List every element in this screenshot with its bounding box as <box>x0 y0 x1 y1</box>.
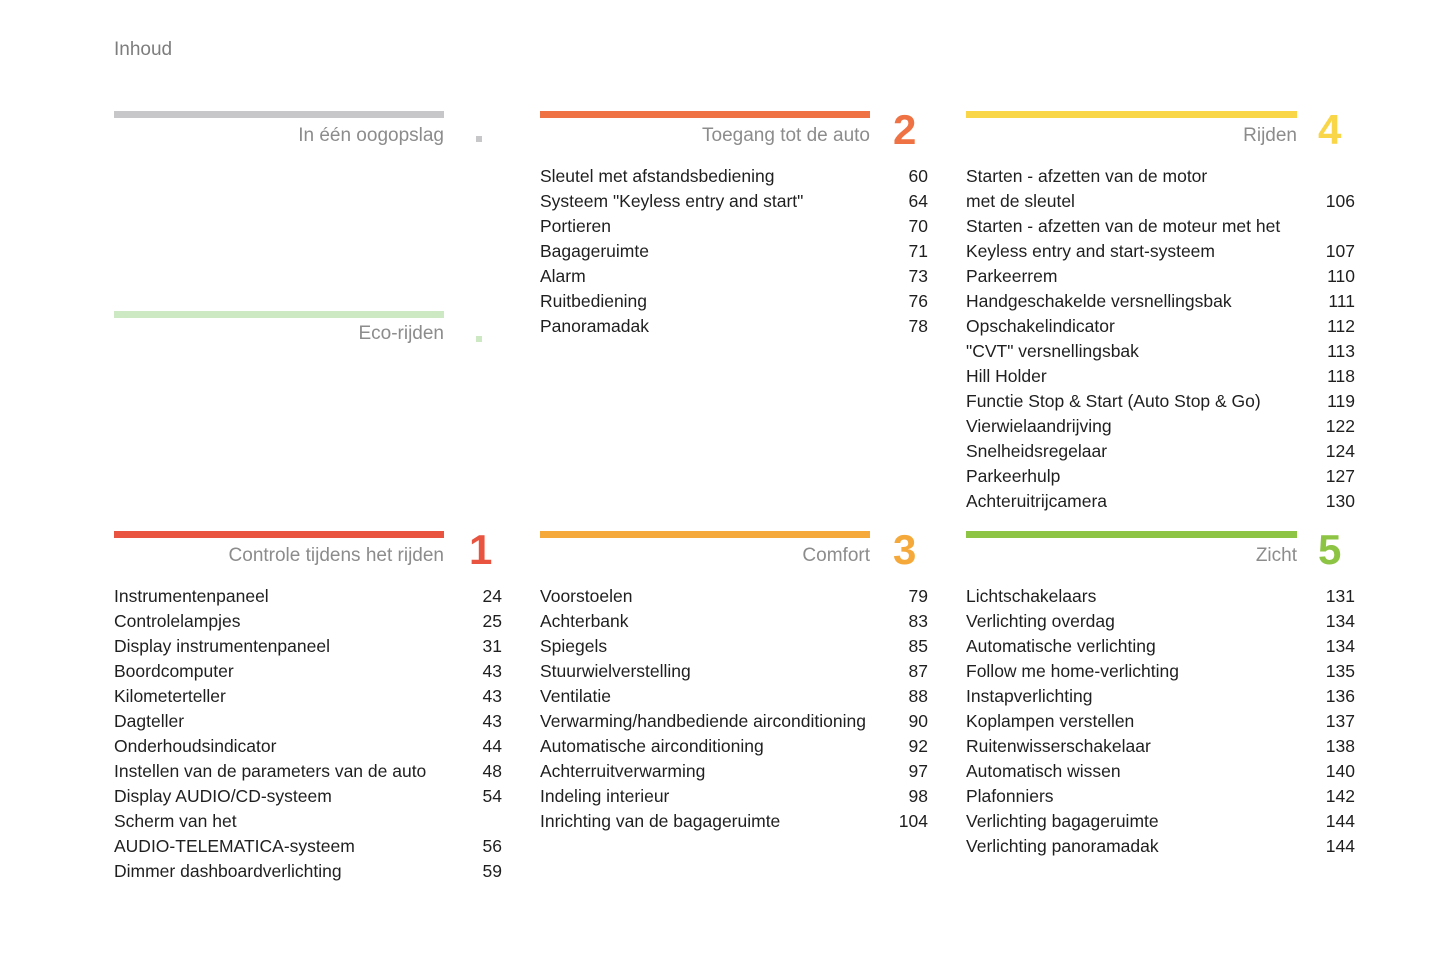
section-marker-dot <box>476 336 482 342</box>
toc-entry-page: 97 <box>908 761 928 781</box>
toc-entry-page: 88 <box>908 686 928 706</box>
toc-entry-label: Spiegels <box>540 636 608 656</box>
toc-entry[interactable] <box>966 164 1355 214</box>
toc-entry[interactable] <box>966 464 1355 489</box>
toc-entry-label: Verlichting bagageruimte <box>966 811 1159 831</box>
toc-entry-page: 64 <box>908 191 928 211</box>
toc-entry[interactable] <box>966 414 1355 439</box>
toc-entry-page: 119 <box>1327 391 1355 411</box>
toc-entry-page: 85 <box>908 636 928 656</box>
toc-entry-label: Display instrumentenpaneel <box>114 636 330 656</box>
section-title: Comfort <box>802 545 870 566</box>
toc-entry[interactable] <box>540 584 928 609</box>
toc-entry-label: Dagteller <box>114 711 185 731</box>
toc-entry-label: Verlichting overdag <box>966 611 1115 631</box>
toc-entry-page: 54 <box>482 786 502 806</box>
toc-entry-label: Functie Stop & Start (Auto Stop & Go) <box>966 391 1261 411</box>
toc-entry-label: Snelheidsregelaar <box>966 441 1108 461</box>
toc-entry-label: Follow me home-verlichting <box>966 661 1179 681</box>
toc-entry-label: Verlichting panoramadak <box>966 836 1159 856</box>
toc-entry[interactable] <box>540 659 928 684</box>
toc-entry-label: Dimmer dashboardverlichting <box>114 861 342 881</box>
section-title: In één oogopslag <box>298 125 444 146</box>
toc-entry-label: Achteruitrijcamera <box>966 491 1108 511</box>
toc-entry[interactable] <box>540 609 928 634</box>
toc-entry[interactable] <box>966 784 1355 809</box>
section-color-bar <box>540 111 870 118</box>
toc-entry-page: 144 <box>1325 811 1355 831</box>
section-color-bar <box>966 111 1297 118</box>
section-3[interactable] <box>540 526 928 851</box>
toc-entry-label: Controlelampjes <box>114 611 241 631</box>
toc-entry-label: Stuurwielverstelling <box>540 661 691 681</box>
toc-entry-page: 130 <box>1325 491 1355 511</box>
toc-entry-label: Onderhoudsindicator <box>114 736 277 756</box>
toc-entry[interactable] <box>966 709 1355 734</box>
section-overview[interactable] <box>114 111 444 171</box>
toc-entry-label: Voorstoelen <box>540 586 633 606</box>
toc-entry[interactable] <box>540 239 928 264</box>
toc-entry-page: 56 <box>482 836 502 856</box>
toc-entry-page: 79 <box>908 586 928 606</box>
toc-entry-label: Instrumentenpaneel <box>114 586 269 606</box>
toc-entry[interactable] <box>966 734 1355 759</box>
section-1[interactable] <box>114 526 502 891</box>
toc-entry[interactable] <box>966 389 1355 414</box>
entry-list <box>540 164 928 339</box>
toc-entry[interactable] <box>540 809 928 834</box>
entry-list <box>540 584 928 834</box>
toc-entry[interactable] <box>540 759 928 784</box>
toc-entry-label: Portieren <box>540 216 612 236</box>
section-number: 5 <box>1318 526 1342 573</box>
toc-entry-label: Instellen van de parameters van de auto <box>114 761 427 781</box>
toc-entry-page: 106 <box>1325 191 1355 211</box>
toc-entry[interactable] <box>966 609 1355 634</box>
toc-entry[interactable] <box>966 634 1355 659</box>
toc-entry-page: 127 <box>1325 466 1355 486</box>
toc-entry-label: Panoramadak <box>540 316 649 336</box>
toc-entry[interactable] <box>540 214 928 239</box>
toc-entry-page: 44 <box>482 736 502 756</box>
toc-entry-label: Plafonniers <box>966 786 1054 806</box>
toc-entry[interactable] <box>114 684 502 709</box>
section-title: Rijden <box>1243 125 1297 146</box>
toc-entry[interactable] <box>966 809 1355 834</box>
toc-entry[interactable] <box>540 634 928 659</box>
toc-entry-page: 71 <box>908 241 928 261</box>
toc-entry-page: 136 <box>1325 686 1355 706</box>
toc-entry-page: 43 <box>482 686 502 706</box>
toc-entry[interactable] <box>966 584 1355 609</box>
toc-entry-page: 135 <box>1325 661 1355 681</box>
toc-entry-page: 131 <box>1325 586 1355 606</box>
toc-entry[interactable] <box>966 339 1355 364</box>
toc-entry[interactable] <box>540 264 928 289</box>
toc-entry-label: Starten - afzetten van de moteur met het Keyless entry and start-systeem <box>966 216 1281 261</box>
toc-entry-label: Verwarming/handbediende airconditioning <box>540 711 866 731</box>
toc-entry-label: Bagageruimte <box>540 241 649 261</box>
toc-entry-page: 24 <box>482 586 502 606</box>
toc-entry[interactable] <box>966 489 1355 514</box>
toc-entry-label: Ruitenwisserschakelaar <box>966 736 1151 756</box>
toc-entry-page: 73 <box>908 266 928 286</box>
toc-entry-label: Achterbank <box>540 611 629 631</box>
toc-entry[interactable] <box>966 759 1355 784</box>
section-title: Controle tijdens het rijden <box>228 545 444 566</box>
toc-entry-page: 87 <box>908 661 928 681</box>
section-4[interactable] <box>966 106 1355 511</box>
toc-entry[interactable] <box>540 734 928 759</box>
toc-entry-page: 107 <box>1325 241 1355 261</box>
toc-entry-page: 138 <box>1325 736 1355 756</box>
toc-entry[interactable] <box>540 684 928 709</box>
toc-entry-label: Koplampen verstellen <box>966 711 1135 731</box>
toc-entry-label: Instapverlichting <box>966 686 1093 706</box>
toc-entry[interactable] <box>966 214 1355 264</box>
section-title: Zicht <box>1255 545 1297 566</box>
toc-entry-label: Automatisch wissen <box>966 761 1121 781</box>
toc-entry-page: 113 <box>1327 341 1355 361</box>
toc-entry-label: Alarm <box>540 266 586 286</box>
section-eco[interactable] <box>114 311 444 371</box>
page-title: Inhoud <box>114 39 173 60</box>
section-title: Eco-rijden <box>358 323 444 344</box>
toc-entry[interactable] <box>114 759 502 784</box>
toc-entry-page: 25 <box>482 611 502 631</box>
toc-entry-label: Parkeerhulp <box>966 466 1061 486</box>
toc-entry-label: "CVT" versnellingsbak <box>966 341 1139 361</box>
section-5[interactable] <box>966 526 1355 871</box>
toc-entry[interactable] <box>966 314 1355 339</box>
toc-entry-label: Lichtschakelaars <box>966 586 1097 606</box>
toc-entry-label: Parkeerrem <box>966 266 1058 286</box>
toc-entry[interactable] <box>540 164 928 189</box>
entry-list <box>966 584 1355 859</box>
toc-entry-page: 134 <box>1325 636 1355 656</box>
toc-entry-label: Scherm van het AUDIO-TELEMATICA-systeem <box>114 811 355 856</box>
section-number: 2 <box>893 106 917 153</box>
toc-entry-page: 134 <box>1325 611 1355 631</box>
toc-entry[interactable] <box>966 289 1355 314</box>
section-number: 4 <box>1318 106 1342 153</box>
toc-entry-label: Achterruitverwarming <box>540 761 706 781</box>
toc-entry-label: Vierwielaandrijving <box>966 416 1112 436</box>
toc-entry[interactable] <box>114 859 502 884</box>
section-color-bar <box>540 531 870 538</box>
toc-entry[interactable] <box>966 659 1355 684</box>
toc-entry[interactable] <box>114 609 502 634</box>
toc-entry-label: Automatische airconditioning <box>540 736 764 756</box>
toc-entry-label: Ruitbediening <box>540 291 648 311</box>
toc-entry-page: 70 <box>908 216 928 236</box>
section-color-bar <box>114 531 444 538</box>
toc-entry-page: 78 <box>908 316 928 336</box>
toc-entry-label: Starten - afzetten van de motor met de sleutel <box>966 166 1208 211</box>
toc-entry-page: 140 <box>1325 761 1355 781</box>
toc-entry-label: Kilometerteller <box>114 686 226 706</box>
toc-entry[interactable] <box>114 809 502 859</box>
section-marker-dot <box>476 136 482 142</box>
toc-entry-label: Inrichting van de bagageruimte <box>540 811 781 831</box>
toc-entry-page: 90 <box>908 711 928 731</box>
toc-entry-page: 76 <box>908 291 928 311</box>
toc-entry-page: 43 <box>482 711 502 731</box>
toc-entry[interactable] <box>966 684 1355 709</box>
toc-entry[interactable] <box>540 189 928 214</box>
toc-entry-label: Indeling interieur <box>540 786 670 806</box>
toc-entry[interactable] <box>540 784 928 809</box>
toc-entry-page: 43 <box>482 661 502 681</box>
toc-entry[interactable] <box>114 659 502 684</box>
toc-entry-label: Systeem "Keyless entry and start" <box>540 191 804 211</box>
toc-entry-label: Boordcomputer <box>114 661 234 681</box>
toc-entry-page: 98 <box>908 786 928 806</box>
toc-entry-page: 110 <box>1327 266 1355 286</box>
toc-entry-page: 92 <box>908 736 928 756</box>
toc-entry[interactable] <box>540 709 928 734</box>
toc-entry-page: 111 <box>1328 291 1355 311</box>
section-number: 1 <box>469 526 493 573</box>
toc-entry-page: 104 <box>898 811 928 831</box>
entry-list <box>966 164 1355 514</box>
toc-entry-page: 60 <box>908 166 928 186</box>
toc-entry[interactable] <box>114 709 502 734</box>
toc-entry-label: Display AUDIO/CD-systeem <box>114 786 332 806</box>
entry-list <box>114 584 502 884</box>
toc-entry-label: Sleutel met afstandsbediening <box>540 166 775 186</box>
toc-entry-label: Ventilatie <box>540 686 612 706</box>
toc-entry-page: 118 <box>1327 366 1355 386</box>
section-color-bar <box>966 531 1297 538</box>
toc-entry[interactable] <box>966 439 1355 464</box>
section-color-bar <box>114 111 444 118</box>
toc-entry-page: 137 <box>1325 711 1355 731</box>
toc-entry[interactable] <box>114 734 502 759</box>
toc-entry[interactable] <box>966 264 1355 289</box>
section-2[interactable] <box>540 106 928 351</box>
toc-entry[interactable] <box>540 314 928 339</box>
toc-entry-page: 124 <box>1325 441 1355 461</box>
toc-entry-page: 59 <box>482 861 502 881</box>
toc-entry-page: 144 <box>1325 836 1355 856</box>
toc-entry[interactable] <box>114 784 502 809</box>
toc-entry[interactable] <box>114 634 502 659</box>
toc-entry[interactable] <box>540 289 928 314</box>
toc-entry-label: Hill Holder <box>966 366 1047 386</box>
toc-entry-page: 142 <box>1325 786 1355 806</box>
toc-entry-label: Opschakelindicator <box>966 316 1115 336</box>
toc-entry-label: Handgeschakelde versnellingsbak <box>966 291 1232 311</box>
toc-entry-page: 112 <box>1327 316 1355 336</box>
toc-entry-page: 122 <box>1325 416 1355 436</box>
toc-entry-page: 83 <box>908 611 928 631</box>
toc-entry-page: 31 <box>482 636 502 656</box>
section-number: 3 <box>893 526 917 573</box>
toc-entry[interactable] <box>114 584 502 609</box>
section-color-bar <box>114 311 444 318</box>
section-title: Toegang tot de auto <box>702 125 870 146</box>
toc-entry-label: Automatische verlichting <box>966 636 1156 656</box>
toc-entry[interactable] <box>966 364 1355 389</box>
toc-entry[interactable] <box>966 834 1355 859</box>
toc-entry-page: 48 <box>482 761 502 781</box>
